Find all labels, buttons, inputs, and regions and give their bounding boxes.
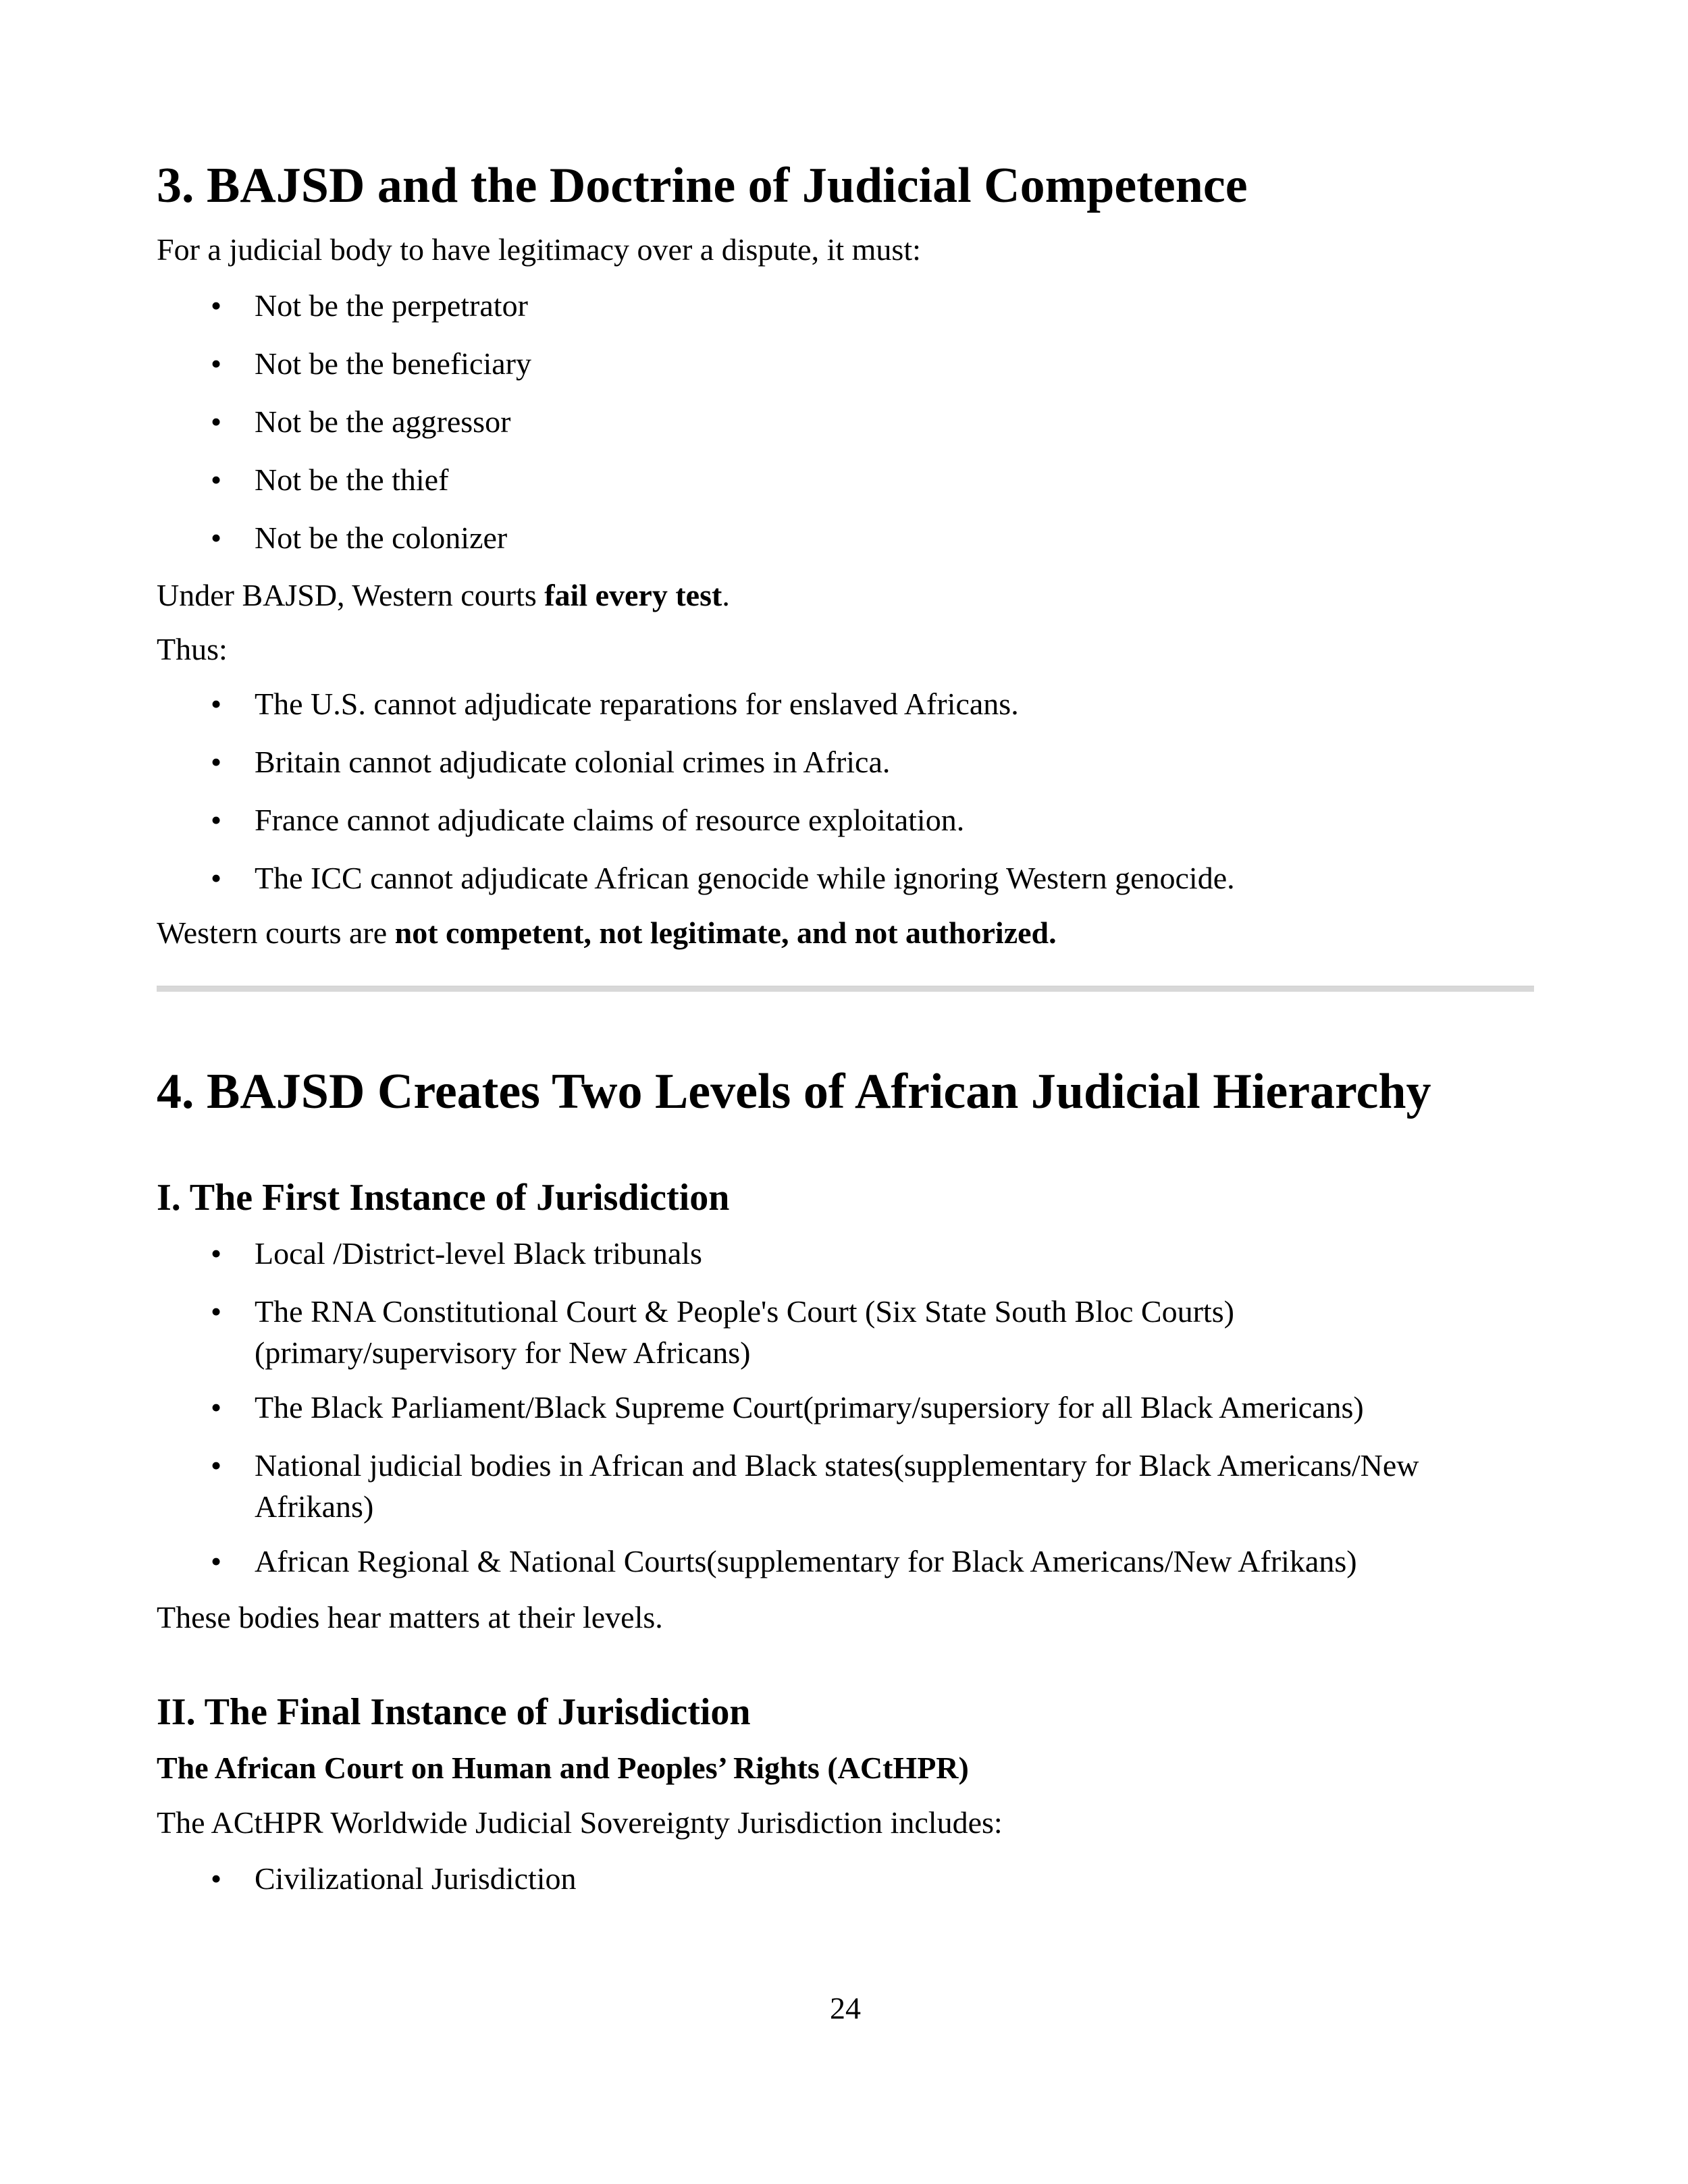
- list-item: • Britain cannot adjudicate colonial crimes in Africa.: [157, 741, 1534, 782]
- list-item: • Not be the thief: [157, 459, 1534, 500]
- thus-label: Thus:: [157, 632, 228, 666]
- final-instance-heading: II. The Final Instance of Jurisdiction: [157, 1691, 751, 1733]
- bullet-icon: •: [211, 1448, 222, 1483]
- bullet-icon: •: [211, 861, 222, 895]
- list-item: • National judicial bodies in African and Black states(supplementary for Black Americans/New Afrikans): [157, 1445, 1534, 1527]
- bullet-icon: •: [211, 404, 222, 439]
- acthpr-subheading: The African Court on Human and Peoples’ Rights (ACtHPR): [157, 1751, 969, 1785]
- first-instance-heading: I. The First Instance of Jurisdiction: [157, 1177, 730, 1219]
- list-item: • Not be the aggressor: [157, 401, 1534, 442]
- section-3-heading: 3. BAJSD and the Doctrine of Judicial Competence: [157, 158, 1248, 213]
- list-item: • Not be the perpetrator: [157, 285, 1534, 326]
- list-item: • African Regional & National Courts(supplementary for Black Americans/New Afrikans): [157, 1541, 1534, 1582]
- bullet-icon: •: [211, 1390, 222, 1424]
- list-item: • The U.S. cannot adjudicate reparations for enslaved Africans.: [157, 683, 1534, 724]
- list-item: • Not be the colonizer: [157, 517, 1534, 558]
- bullet-icon: •: [211, 1544, 222, 1578]
- bullet-icon: •: [211, 346, 222, 381]
- bullet-icon: •: [211, 687, 222, 721]
- bullet-icon: •: [211, 803, 222, 837]
- bullet-icon: •: [211, 521, 222, 555]
- bullet-icon: •: [211, 1236, 222, 1271]
- list-item: • Not be the beneficiary: [157, 343, 1534, 384]
- bullet-icon: •: [211, 288, 222, 323]
- first-instance-closing: These bodies hear matters at their levels.: [157, 1600, 663, 1634]
- list-item: • France cannot adjudicate claims of resource exploitation.: [157, 799, 1534, 841]
- section-3-intro: For a judicial body to have legitimacy over a dispute, it must:: [157, 232, 921, 267]
- bullet-icon: •: [211, 462, 222, 497]
- bullet-icon: •: [211, 1861, 222, 1896]
- test-statement: Under BAJSD, Western courts fail every test.: [157, 578, 730, 612]
- page-number: 24: [830, 1991, 861, 2025]
- list-item: • The Black Parliament/Black Supreme Court(primary/supersiory for all Black Americans): [157, 1387, 1534, 1428]
- list-item: • Local /District-level Black tribunals: [157, 1233, 1534, 1274]
- list-item: • The RNA Constitutional Court & People's Court (Six State South Bloc Courts) (primary/supervisory for New Africans): [157, 1291, 1534, 1373]
- acthpr-intro: The ACtHPR Worldwide Judicial Sovereignty Jurisdiction includes:: [157, 1805, 1003, 1840]
- list-item: • Civilizational Jurisdiction: [157, 1858, 1534, 1899]
- list-item: • The ICC cannot adjudicate African genocide while ignoring Western genocide.: [157, 857, 1534, 899]
- bullet-icon: •: [211, 745, 222, 779]
- bullet-icon: •: [211, 1294, 222, 1329]
- section-4-heading: 4. BAJSD Creates Two Levels of African Judicial Hierarchy: [157, 1064, 1431, 1119]
- conclusion-statement: Western courts are not competent, not legitimate, and not authorized.: [157, 915, 1057, 950]
- horizontal-divider: [157, 986, 1534, 992]
